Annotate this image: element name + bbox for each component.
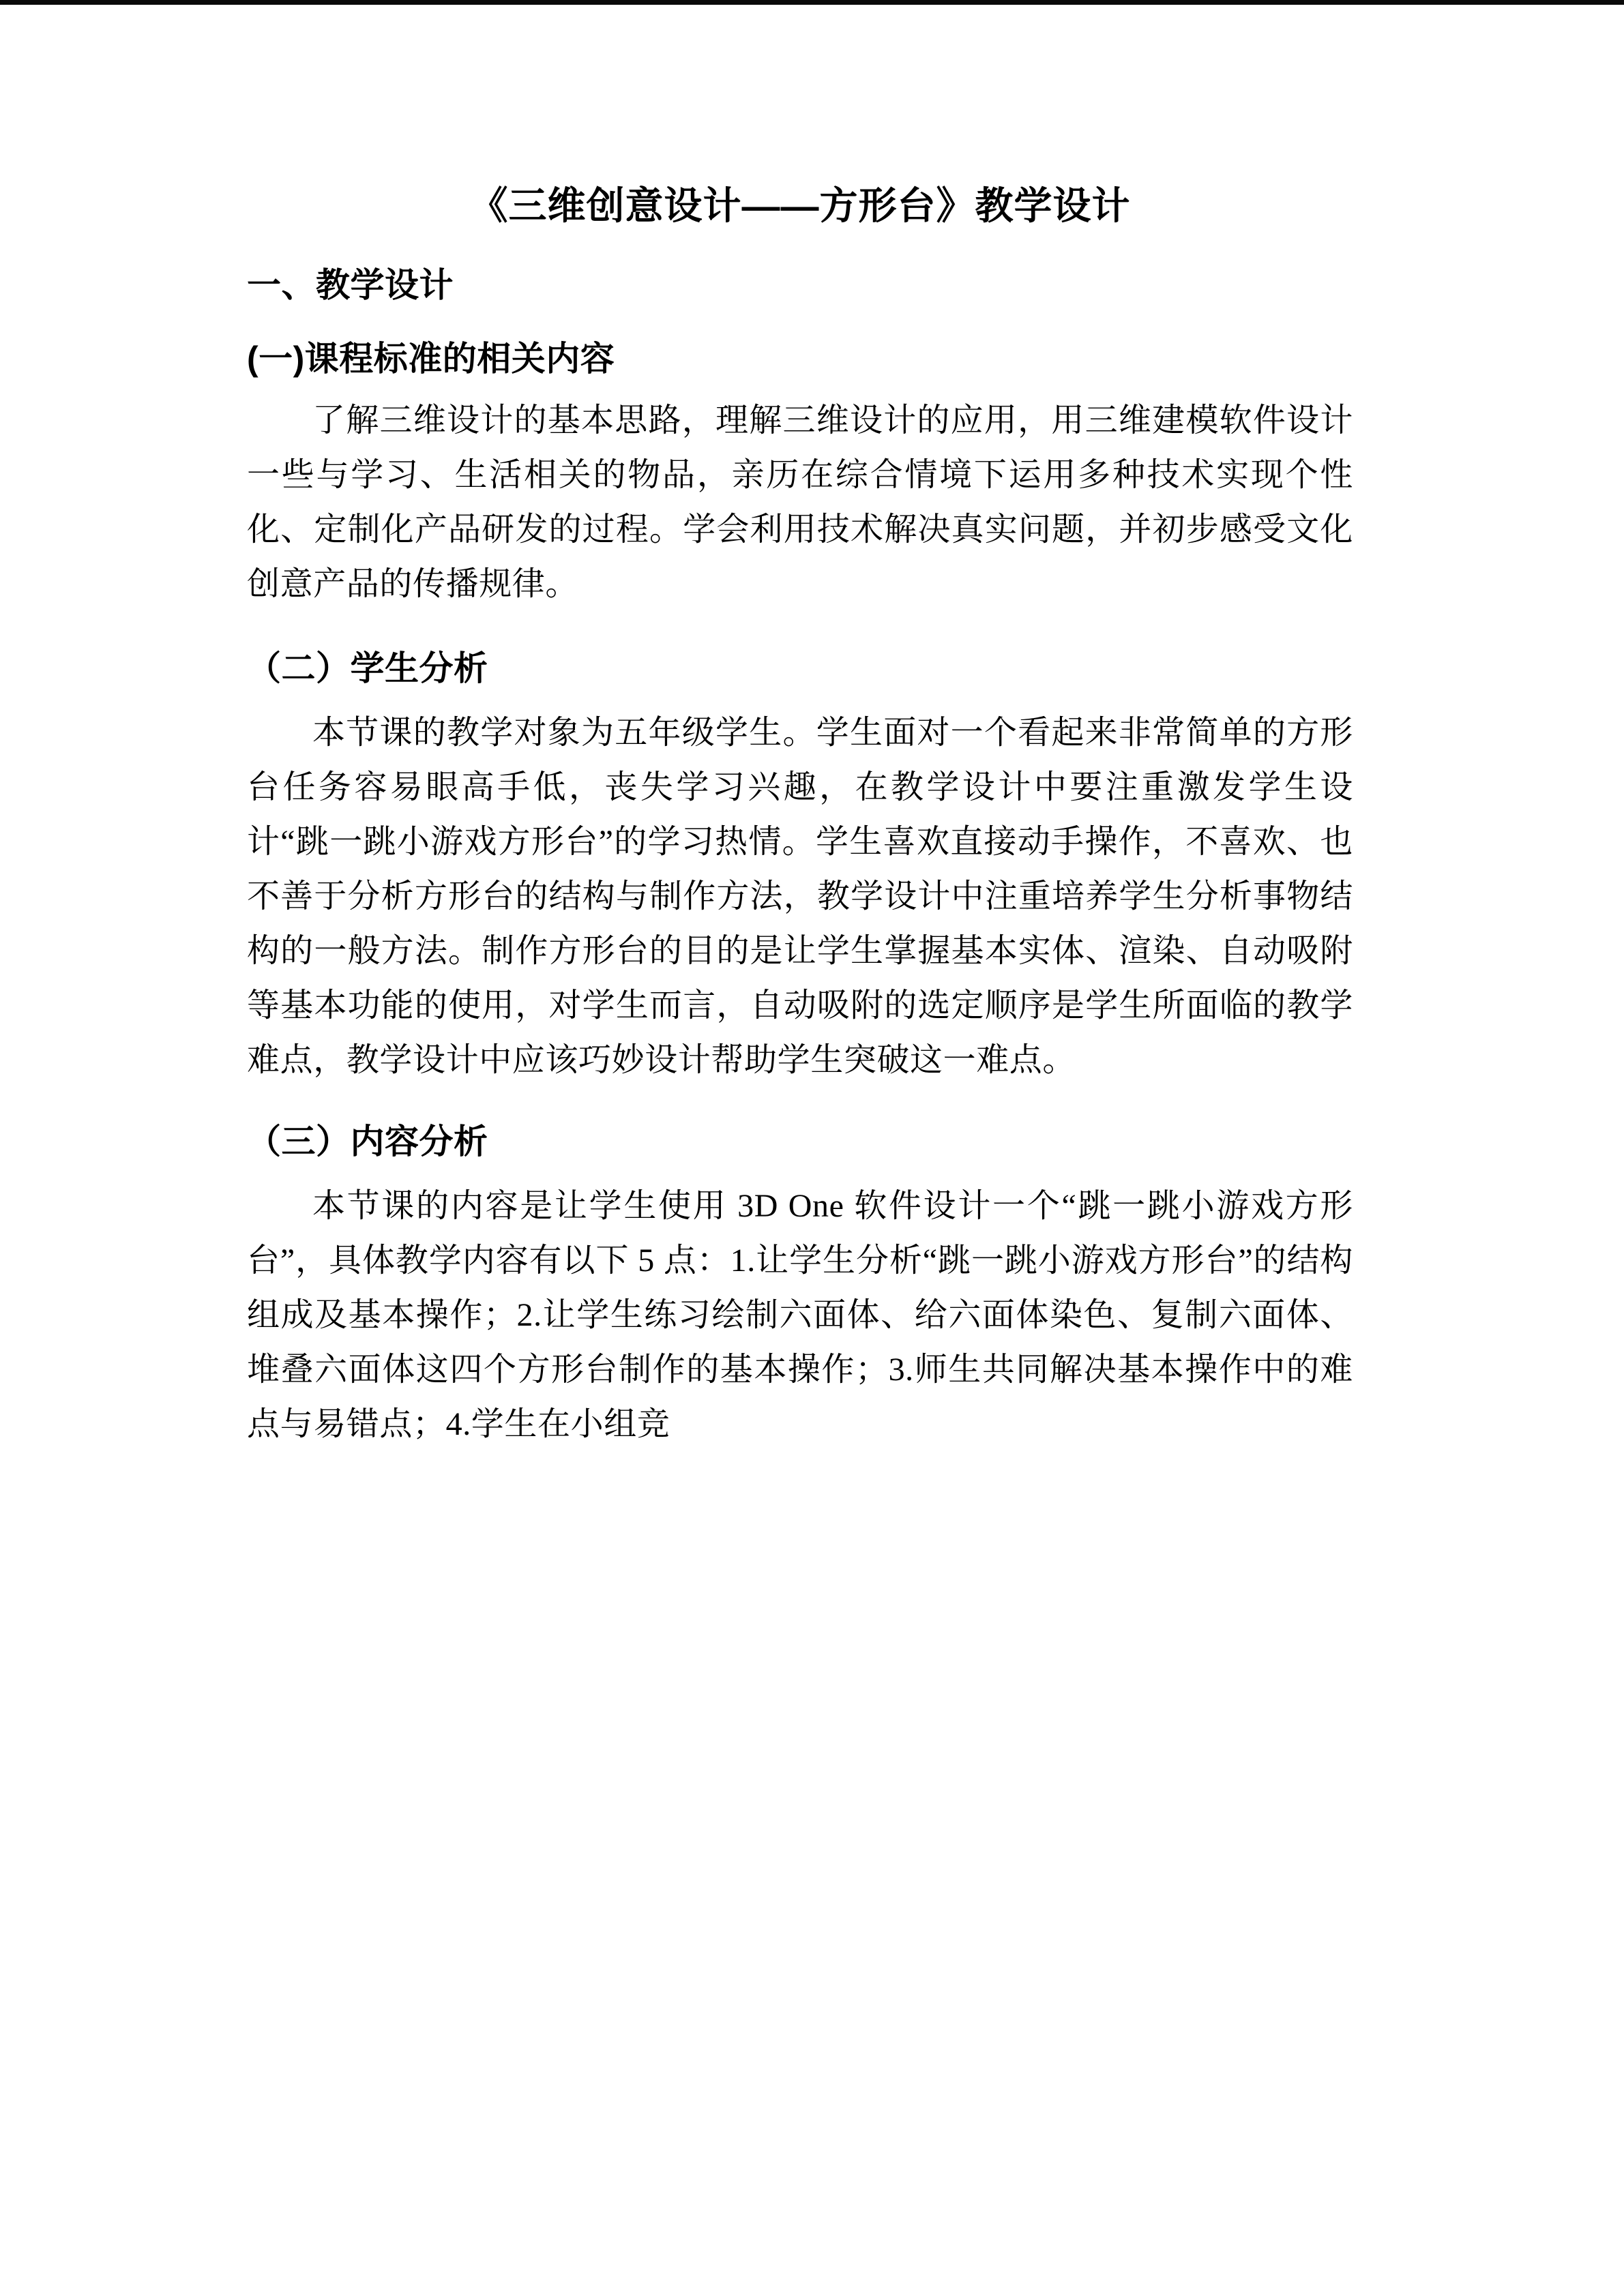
paragraph-curriculum-standard: 了解三维设计的基本思路，理解三维设计的应用，用三维建模软件设计一些与学习、生活相关的物品，亲历在综合情境下运用多种技术实现个性化、定制化产品研发的过程。学会利用技术解决真实问题，并初步感受文化创意产品的传播规律。 [247, 402, 1353, 602]
paragraph-content-analysis: 本节课的内容是让学生使用 3D One 软件设计一个“跳一跳小游戏方形台”，具体教学内容有以下 5 点：1.让学生分析“跳一跳小游戏方形台”的结构组成及基本操作；2.让学生练习绘制六面体、给六面体染色、复制六面体、堆叠六面体这四个方形台制作的基本操作；3.师生共同解决基本操作中的难点与易错点；4.学生在小组竞 [247, 1188, 1353, 1442]
paragraph-student-analysis: 本节课的教学对象为五年级学生。学生面对一个看起来非常简单的方形台任务容易眼高手低，丧失学习兴趣，在教学设计中要注重激发学生设计“跳一跳小游戏方形台”的学习热情。学生喜欢直接动手操作，不喜欢、也不善于分析方形台的结构与制作方法，教学设计中注重培养学生分析事物结构的一般方法。制作方形台的目的是让学生掌握基本实体、渲染、自动吸附等基本功能的使用，对学生而言，自动吸附的选定顺序是学生所面临的教学难点，教学设计中应该巧妙设计帮助学生突破这一难点。 [247, 715, 1353, 1078]
heading-student-analysis: （二）学生分析 [247, 649, 488, 687]
document-content [247, 0, 1353, 1452]
heading-teaching-design: 一、教学设计 [247, 266, 454, 304]
heading-content-analysis: （三）内容分析 [247, 1122, 488, 1161]
heading-curriculum-standard: (一)课程标准的相关内容 [247, 340, 615, 378]
page-title: 《三维创意设计——方形台》教学设计 [469, 184, 1131, 227]
